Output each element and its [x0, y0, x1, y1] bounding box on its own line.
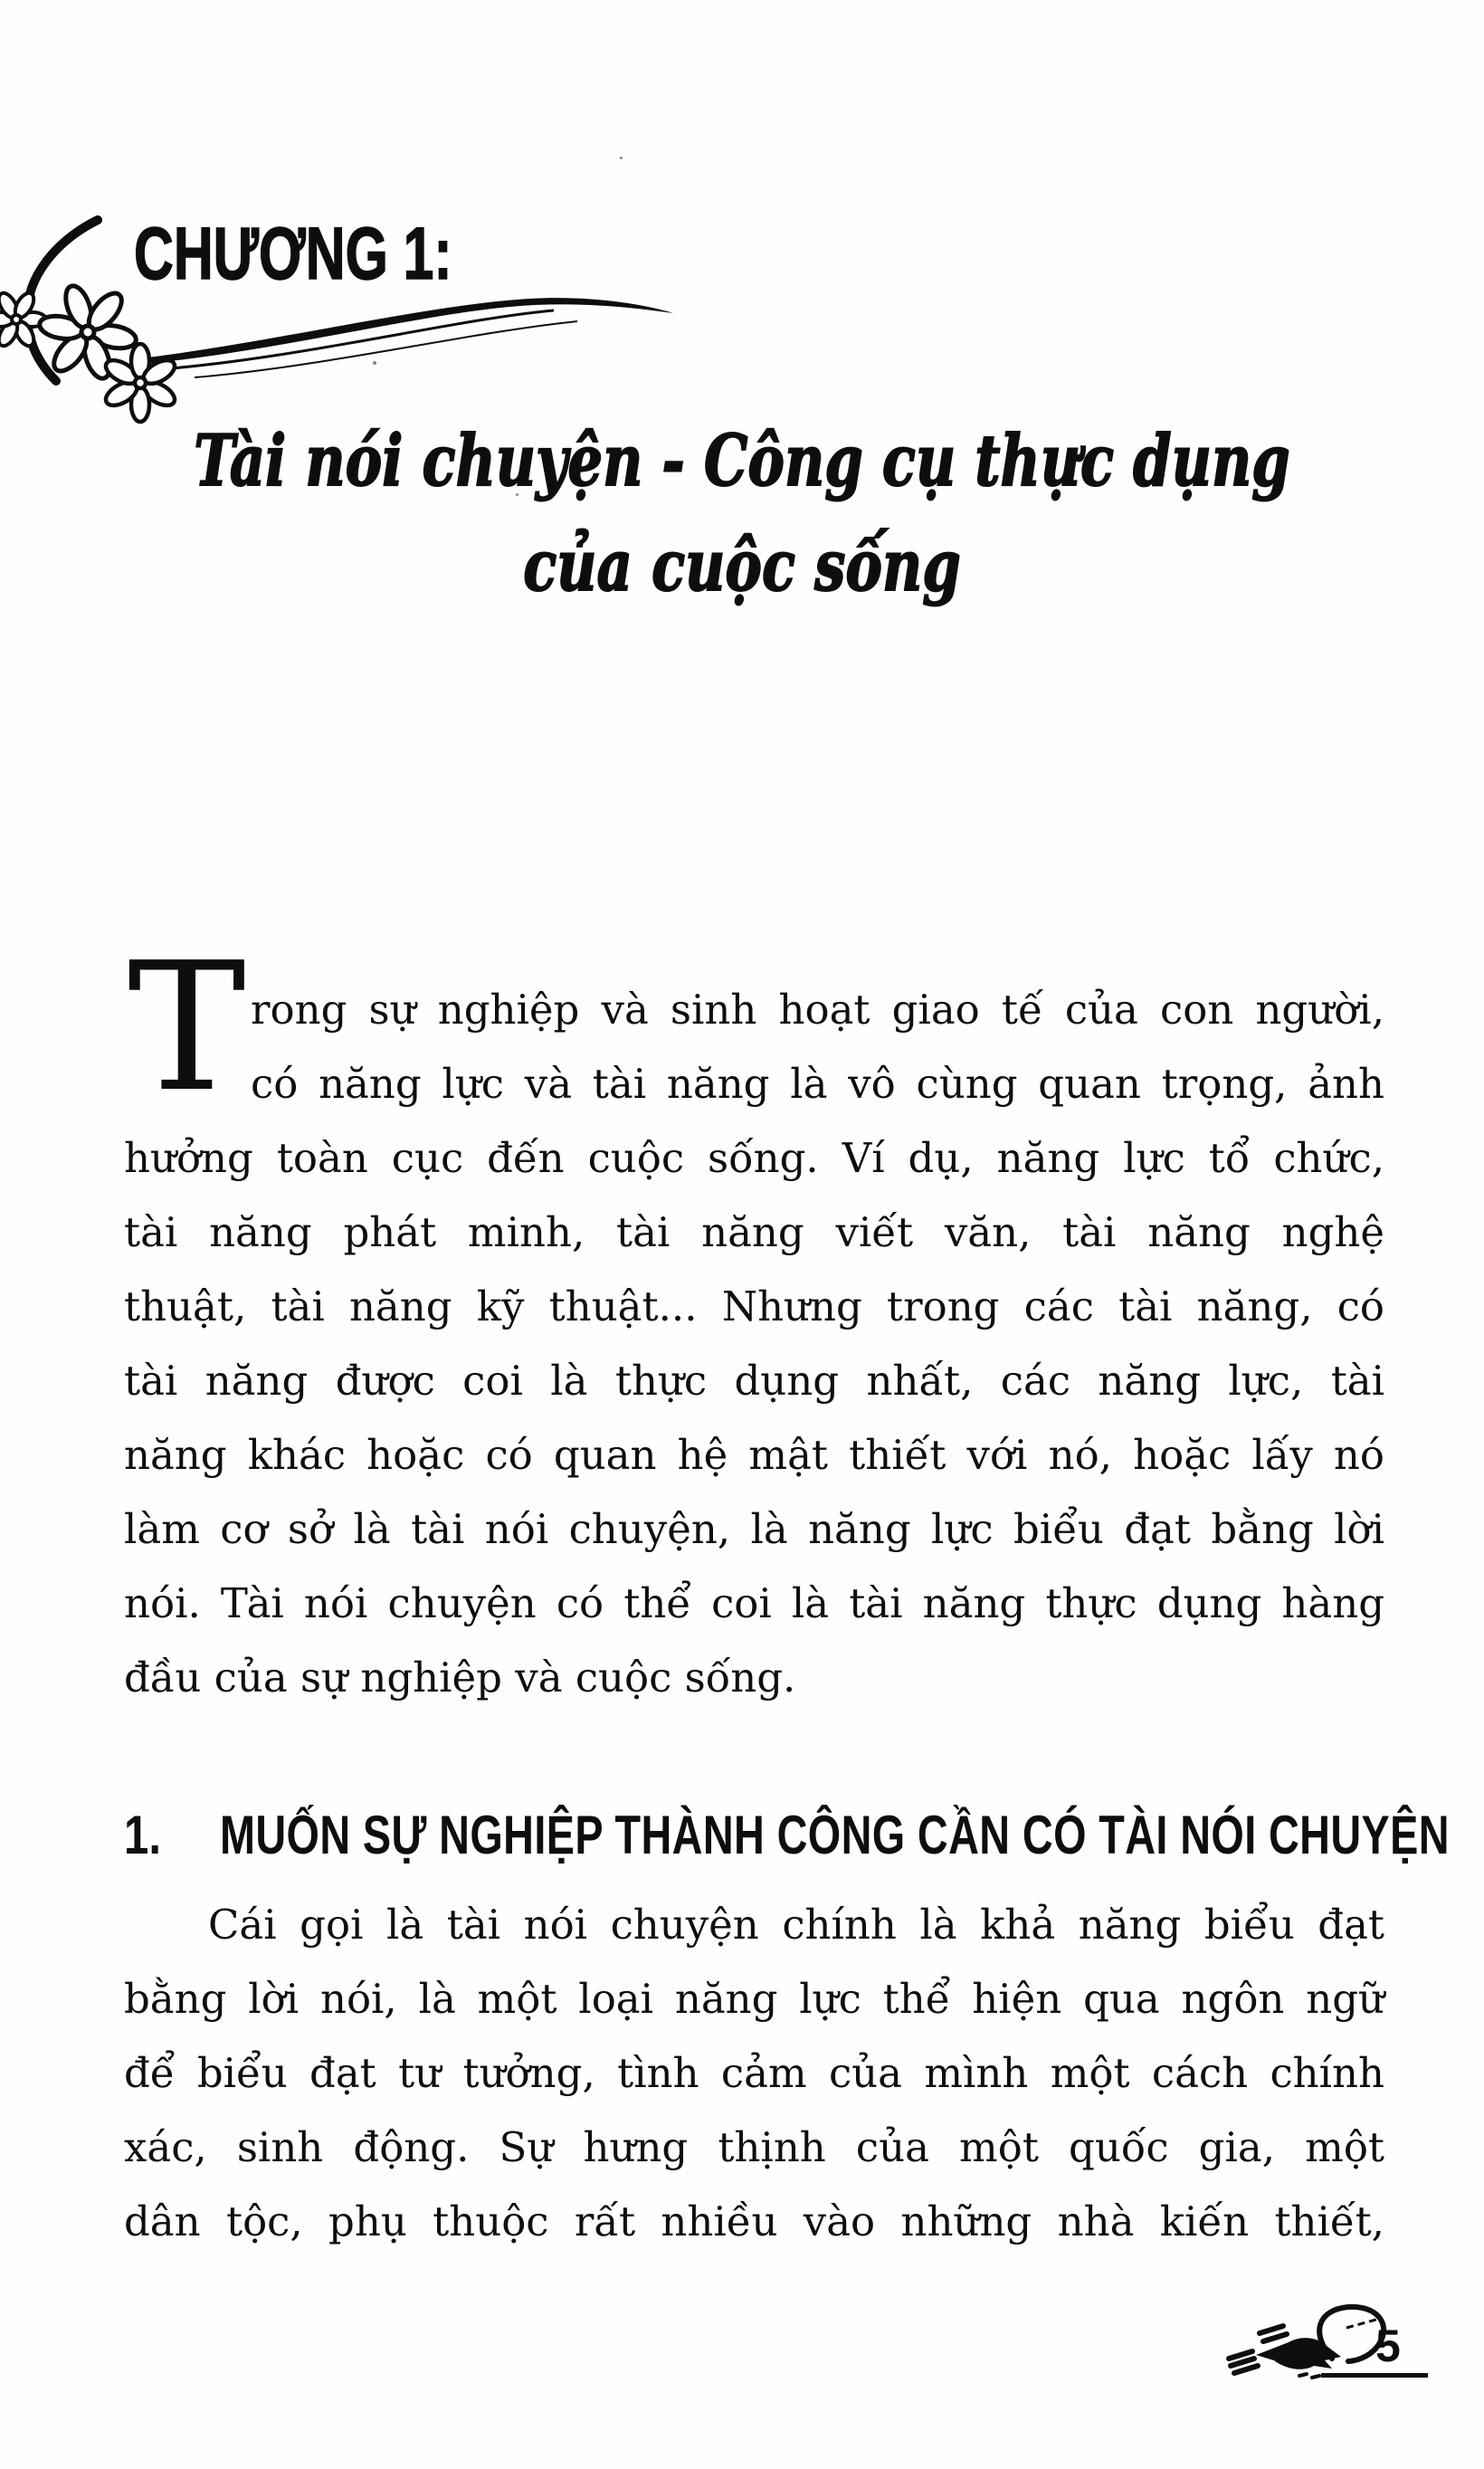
- scan-speck: [620, 157, 623, 159]
- text-line: thuật, tài năng kỹ thuật... Nhưng trong các tài năng, có: [124, 1282, 1384, 1330]
- chapter-title-line2: của cuộc sống: [523, 525, 961, 607]
- text-line: đầu của sự nghiệp và cuộc sống.: [124, 1654, 796, 1702]
- section-heading: [124, 1805, 1450, 1865]
- text-line: hưởng toàn cục đến cuộc sống. Ví dụ, năng lực tổ chức,: [124, 1134, 1384, 1182]
- chapter-label: CHƯƠNG 1:: [134, 213, 452, 295]
- drop-cap: T: [128, 925, 246, 1131]
- footer-rule: [1321, 2373, 1428, 2378]
- paragraph-section1: [124, 1888, 1384, 2259]
- paragraph-intro: [124, 925, 1384, 1715]
- text-line: rong sự nghiệp và sinh hoạt giao tế của con người,: [251, 986, 1384, 1034]
- chapter-title-line1: Tài nói chuyện - Công cụ thực dụng: [194, 420, 1290, 502]
- text-line: tài năng phát minh, tài năng viết văn, tài năng nghệ: [124, 1208, 1384, 1256]
- text-line: năng khác hoặc có quan hệ mật thiết với nó, hoặc lấy nó: [124, 1431, 1384, 1479]
- text-line: làm cơ sở là tài nói chuyện, là năng lực biểu đạt bằng lời: [124, 1505, 1384, 1553]
- section-heading-text: MUỐN SỰ NGHIỆP THÀNH CÔNG CẦN CÓ TÀI NÓI CHUYỆN: [220, 1805, 1450, 1865]
- text-line: có năng lực và tài năng là vô cùng quan trọng, ảnh: [251, 1060, 1384, 1108]
- text-line: để biểu đạt tư tưởng, tình cảm của mình một cách chính: [124, 2049, 1384, 2097]
- text-line: xác, sinh động. Sự hưng thịnh của một quốc gia, một: [124, 2123, 1384, 2171]
- text-line: dân tộc, phụ thuộc rất nhiều vào những nhà kiến thiết,: [124, 2197, 1384, 2245]
- text-line: bằng lời nói, là một loại năng lực thể hiện qua ngôn ngữ: [124, 1975, 1384, 2023]
- page-number: 5: [1375, 2321, 1401, 2371]
- text-line: Cái gọi là tài nói chuyện chính là khả năng biểu đạt: [208, 1901, 1384, 1949]
- text-line: tài năng được coi là thực dụng nhất, các năng lực, tài: [124, 1357, 1384, 1405]
- section-number: 1.: [124, 1805, 162, 1865]
- text-line: nói. Tài nói chuyện có thể coi là tài năng thực dụng hàng: [124, 1579, 1384, 1627]
- chapter-title: [0, 409, 1484, 619]
